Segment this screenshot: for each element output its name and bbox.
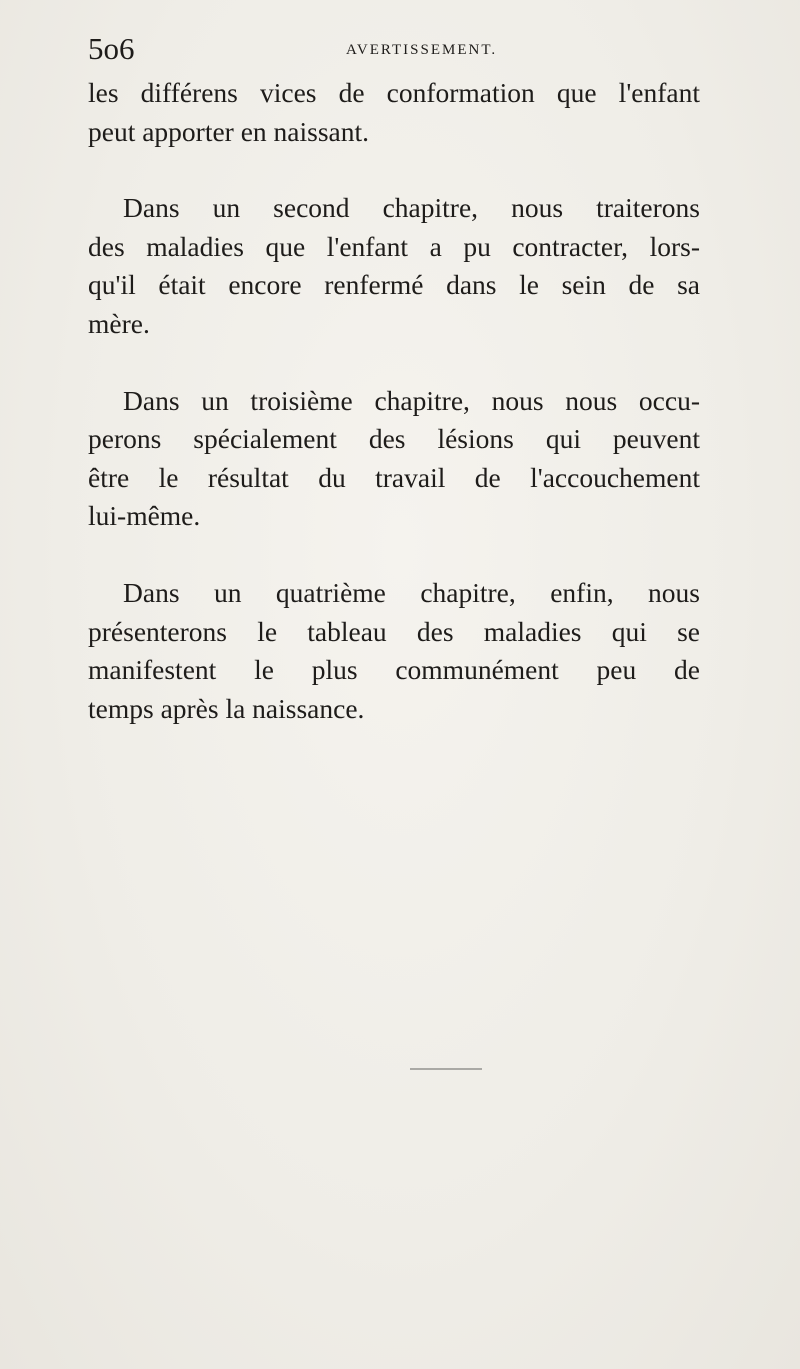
text-line: qu'il était encore renfermé dans le sein de sa: [88, 269, 700, 301]
text-line: peut apporter en naissant.: [88, 115, 370, 147]
text-line: Dans un troisième chapitre, nous nous occu-: [123, 384, 700, 416]
page-number: 5o6: [88, 31, 135, 66]
text-line: les différens vices de conformation que l'enfant: [88, 77, 700, 108]
text-line: temps après la naissance.: [88, 692, 365, 724]
text-line: des maladies que l'enfant a pu contracter, lors-: [88, 230, 700, 262]
text-line: présenterons le tableau des maladies qui se: [88, 615, 700, 647]
paragraph-1: [88, 74, 700, 151]
ink-smudge: [410, 1068, 482, 1070]
running-title: AVERTISSEMENT.: [346, 42, 498, 58]
text-line: perons spécialement des lésions qui peuvent: [88, 423, 700, 455]
text-line: Dans un second chapitre, nous traiterons: [123, 192, 700, 224]
running-head: [88, 31, 708, 66]
body-text: [88, 74, 700, 728]
text-line: manifestent le plus communément peu de: [88, 654, 700, 686]
paragraph-4: [88, 574, 700, 728]
text-line: être le résultat du travail de l'accouchement: [88, 461, 700, 493]
text-line: Dans un quatrième chapitre, enfin, nous: [123, 576, 700, 608]
text-line: mère.: [88, 307, 150, 339]
paragraph-3: [88, 382, 700, 536]
paragraph-2: [88, 189, 700, 343]
text-line: lui-même.: [88, 500, 201, 532]
